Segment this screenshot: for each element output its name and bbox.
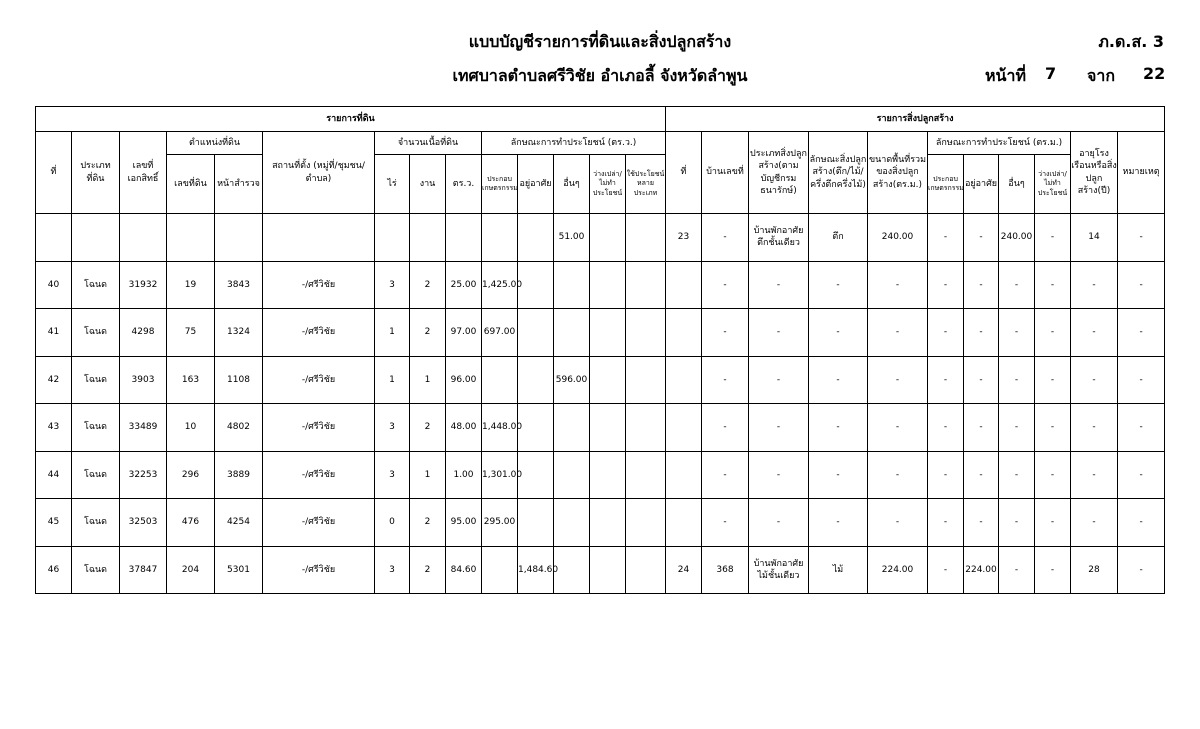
cell-sqwa: 84.60 [446, 546, 482, 594]
cell-address: -/ศรีวิชัย [263, 499, 375, 547]
cell-land-type: โฉนด [72, 499, 120, 547]
page-label: หน้าที่ [985, 66, 1027, 85]
cell-vacant [590, 309, 626, 357]
cell-building-resid: - [964, 404, 999, 452]
document-title: แบบบัญชีรายการที่ดินและสิ่งปลูกสร้าง [468, 32, 732, 51]
cell-parcel-no: 476 [167, 499, 215, 547]
cell-ngan: 1 [410, 356, 446, 404]
cell-building-type: - [749, 451, 809, 499]
cell-mixed [626, 356, 666, 404]
cell-other [554, 261, 590, 309]
cell-building-agri: - [928, 261, 964, 309]
cell-building-age: - [1071, 499, 1118, 547]
land-building-register-table [35, 106, 1165, 594]
cell-building-other: - [999, 499, 1035, 547]
cell-sqwa [446, 214, 482, 262]
col-mixed: ใช้ประโยชน์หลายประเภท [626, 155, 666, 214]
cell-resid: 1,484.60 [518, 546, 554, 594]
cell-parcel-no: 204 [167, 546, 215, 594]
table-row [36, 499, 1165, 547]
cell-building-agri: - [928, 309, 964, 357]
cell-parcel-no: 163 [167, 356, 215, 404]
cell-building-other: - [999, 309, 1035, 357]
cell-building-age: - [1071, 356, 1118, 404]
col-building-vacant: ว่างเปล่า/ไม่ทำประโยชน์ [1035, 155, 1071, 214]
cell-ngan [410, 214, 446, 262]
col-survey-page: หน้าสำรวจ [215, 155, 263, 214]
cell-agri [482, 356, 518, 404]
cell-resid [518, 451, 554, 499]
cell-vacant [590, 261, 626, 309]
col-no: ที่ [36, 132, 72, 214]
cell-agri: 295.00 [482, 499, 518, 547]
cell-building-area: 240.00 [868, 214, 928, 262]
cell-building-other: - [999, 451, 1035, 499]
cell-building-vacant: - [1035, 356, 1071, 404]
cell-survey-page: 1324 [215, 309, 263, 357]
cell-address: -/ศรีวิชัย [263, 356, 375, 404]
cell-survey-page: 1108 [215, 356, 263, 404]
cell-no: 45 [36, 499, 72, 547]
cell-no: 40 [36, 261, 72, 309]
cell-survey-page: 3889 [215, 451, 263, 499]
cell-parcel-no: 296 [167, 451, 215, 499]
document-subtitle: เทศบาลตำบลศรีวิชัย อำเภอลี้ จังหวัดลำพูน [452, 66, 748, 85]
col-ngan: งาน [410, 155, 446, 214]
of-label: จาก [1087, 66, 1116, 85]
cell-survey-page: 5301 [215, 546, 263, 594]
cell-remark: - [1118, 356, 1165, 404]
cell-building-character: ตึก [809, 214, 868, 262]
cell-building-no [666, 261, 702, 309]
cell-building-area: 224.00 [868, 546, 928, 594]
cell-mixed [626, 309, 666, 357]
col-area: จำนวนเนื้อที่ดิน [375, 132, 482, 155]
cell-building-agri: - [928, 499, 964, 547]
cell-building-age: - [1071, 261, 1118, 309]
cell-building-agri: - [928, 451, 964, 499]
col-land-type: ประเภทที่ดิน [72, 132, 120, 214]
cell-building-type: - [749, 261, 809, 309]
cell-agri: 1,301.00 [482, 451, 518, 499]
cell-building-vacant: - [1035, 404, 1071, 452]
cell-house-no: - [702, 451, 749, 499]
cell-land-type: โฉนด [72, 309, 120, 357]
cell-building-resid: - [964, 309, 999, 357]
cell-vacant [590, 404, 626, 452]
cell-building-character: - [809, 309, 868, 357]
col-building-type: ประเภทสิ่งปลูกสร้าง(ตามบัญชีกรมธนารักษ์) [749, 132, 809, 214]
cell-building-resid: - [964, 214, 999, 262]
col-building-area: ขนาดพื้นที่รวมของสิ่งปลูกสร้าง(ตร.ม.) [868, 132, 928, 214]
col-resid: อยู่อาศัย [518, 155, 554, 214]
cell-building-type: - [749, 499, 809, 547]
cell-mixed [626, 546, 666, 594]
cell-building-vacant: - [1035, 261, 1071, 309]
cell-rai: 3 [375, 451, 410, 499]
cell-other [554, 404, 590, 452]
col-sqwa: ตร.ว. [446, 155, 482, 214]
cell-building-vacant: - [1035, 546, 1071, 594]
cell-remark: - [1118, 309, 1165, 357]
cell-address: -/ศรีวิชัย [263, 546, 375, 594]
cell-house-no: 368 [702, 546, 749, 594]
cell-ngan: 1 [410, 451, 446, 499]
cell-building-type: - [749, 356, 809, 404]
cell-building-no [666, 451, 702, 499]
cell-resid [518, 309, 554, 357]
cell-survey-page: 4254 [215, 499, 263, 547]
cell-building-other: - [999, 356, 1035, 404]
cell-remark: - [1118, 499, 1165, 547]
cell-building-resid: - [964, 451, 999, 499]
cell-remark: - [1118, 451, 1165, 499]
cell-parcel-no: 10 [167, 404, 215, 452]
cell-no: 41 [36, 309, 72, 357]
cell-agri: 1,448.00 [482, 404, 518, 452]
col-vacant: ว่างเปล่า/ไม่ทำประโยชน์ [590, 155, 626, 214]
building-section-header: รายการสิ่งปลูกสร้าง [666, 107, 1165, 132]
col-building-other: อื่นๆ [999, 155, 1035, 214]
cell-building-agri: - [928, 546, 964, 594]
cell-remark: - [1118, 214, 1165, 262]
cell-parcel-no [167, 214, 215, 262]
cell-mixed [626, 214, 666, 262]
cell-building-no: 23 [666, 214, 702, 262]
cell-address: -/ศรีวิชัย [263, 451, 375, 499]
cell-other [554, 309, 590, 357]
cell-no: 43 [36, 404, 72, 452]
table-row [36, 356, 1165, 404]
cell-address: -/ศรีวิชัย [263, 404, 375, 452]
cell-mixed [626, 451, 666, 499]
cell-agri: 1,425.00 [482, 261, 518, 309]
cell-survey-page [215, 214, 263, 262]
cell-building-type: บ้านพักอาศัยตึกชั้นเดียว [749, 214, 809, 262]
cell-building-other: - [999, 404, 1035, 452]
total-pages: 22 [1143, 64, 1166, 83]
cell-building-character: - [809, 404, 868, 452]
cell-building-area: - [868, 404, 928, 452]
cell-other: 596.00 [554, 356, 590, 404]
page-number: 7 [1045, 64, 1057, 83]
cell-building-resid: - [964, 499, 999, 547]
cell-other [554, 499, 590, 547]
cell-building-age: - [1071, 451, 1118, 499]
cell-land-type: โฉนด [72, 356, 120, 404]
cell-mixed [626, 404, 666, 452]
cell-rai: 3 [375, 261, 410, 309]
cell-building-area: - [868, 356, 928, 404]
cell-mixed [626, 261, 666, 309]
cell-rai [375, 214, 410, 262]
cell-rai: 0 [375, 499, 410, 547]
cell-agri: 697.00 [482, 309, 518, 357]
cell-building-other: - [999, 261, 1035, 309]
table-row [36, 309, 1165, 357]
form-code: ภ.ด.ส. 3 [1098, 32, 1164, 51]
cell-building-area: - [868, 499, 928, 547]
cell-house-no: - [702, 261, 749, 309]
cell-vacant [590, 546, 626, 594]
cell-building-no [666, 404, 702, 452]
cell-building-no: 24 [666, 546, 702, 594]
cell-building-vacant: - [1035, 499, 1071, 547]
cell-building-agri: - [928, 214, 964, 262]
cell-deed-no: 32253 [120, 451, 167, 499]
cell-parcel-no: 75 [167, 309, 215, 357]
cell-building-age: - [1071, 309, 1118, 357]
cell-building-no [666, 356, 702, 404]
cell-building-age: - [1071, 404, 1118, 452]
cell-building-area: - [868, 309, 928, 357]
col-address: สถานที่ตั้ง (หมู่ที่/ชุมชน/ตำบล) [263, 132, 375, 214]
land-section-header: รายการที่ดิน [36, 107, 666, 132]
cell-survey-page: 4802 [215, 404, 263, 452]
cell-building-vacant: - [1035, 214, 1071, 262]
table-row [36, 546, 1165, 594]
cell-house-no: - [702, 214, 749, 262]
cell-mixed [626, 499, 666, 547]
cell-address [263, 214, 375, 262]
col-remark: หมายเหตุ [1118, 132, 1165, 214]
cell-building-no [666, 309, 702, 357]
cell-no: 44 [36, 451, 72, 499]
cell-sqwa: 96.00 [446, 356, 482, 404]
cell-building-character: - [809, 261, 868, 309]
cell-other [554, 546, 590, 594]
cell-ngan: 2 [410, 546, 446, 594]
cell-remark: - [1118, 404, 1165, 452]
cell-vacant [590, 451, 626, 499]
cell-rai: 1 [375, 309, 410, 357]
cell-vacant [590, 214, 626, 262]
col-agri: ประกอบเกษตรกรรม [482, 155, 518, 214]
cell-address: -/ศรีวิชัย [263, 261, 375, 309]
cell-building-character: ไม้ [809, 546, 868, 594]
cell-ngan: 2 [410, 499, 446, 547]
cell-land-type: โฉนด [72, 546, 120, 594]
cell-other: 51.00 [554, 214, 590, 262]
cell-rai: 3 [375, 404, 410, 452]
cell-building-type: - [749, 309, 809, 357]
cell-deed-no [120, 214, 167, 262]
table-row [36, 214, 1165, 262]
cell-building-no [666, 499, 702, 547]
col-building-age: อายุโรงเรือนหรือสิ่งปลูกสร้าง(ปี) [1071, 132, 1118, 214]
cell-building-type: บ้านพักอาศัยไม้ชั้นเดียว [749, 546, 809, 594]
cell-building-resid: - [964, 356, 999, 404]
cell-building-resid: 224.00 [964, 546, 999, 594]
cell-sqwa: 48.00 [446, 404, 482, 452]
cell-land-type: โฉนด [72, 261, 120, 309]
cell-resid [518, 261, 554, 309]
cell-land-type: โฉนด [72, 451, 120, 499]
cell-land-type [72, 214, 120, 262]
cell-ngan: 2 [410, 309, 446, 357]
cell-deed-no: 31932 [120, 261, 167, 309]
cell-resid [518, 404, 554, 452]
cell-other [554, 451, 590, 499]
cell-deed-no: 3903 [120, 356, 167, 404]
cell-building-character: - [809, 356, 868, 404]
cell-deed-no: 37847 [120, 546, 167, 594]
cell-ngan: 2 [410, 404, 446, 452]
col-other: อื่นๆ [554, 155, 590, 214]
col-building-character: ลักษณะสิ่งปลูกสร้าง(ตึก/ไม้/ครึ่งตึกครึ่งไม้) [809, 132, 868, 214]
cell-parcel-no: 19 [167, 261, 215, 309]
cell-no: 42 [36, 356, 72, 404]
cell-building-other: 240.00 [999, 214, 1035, 262]
col-land-use: ลักษณะการทำประโยชน์ (ตร.ว.) [482, 132, 666, 155]
cell-building-character: - [809, 499, 868, 547]
cell-deed-no: 4298 [120, 309, 167, 357]
cell-resid [518, 499, 554, 547]
col-rai: ไร่ [375, 155, 410, 214]
cell-resid [518, 214, 554, 262]
cell-building-vacant: - [1035, 451, 1071, 499]
cell-building-type: - [749, 404, 809, 452]
cell-rai: 1 [375, 356, 410, 404]
cell-building-character: - [809, 451, 868, 499]
cell-deed-no: 32503 [120, 499, 167, 547]
cell-house-no: - [702, 499, 749, 547]
cell-sqwa: 97.00 [446, 309, 482, 357]
cell-vacant [590, 356, 626, 404]
col-building-use: ลักษณะการทำประโยชน์ (ตร.ม.) [928, 132, 1071, 155]
cell-building-agri: - [928, 404, 964, 452]
col-location: ตำแหน่งที่ดิน [167, 132, 263, 155]
cell-deed-no: 33489 [120, 404, 167, 452]
cell-rai: 3 [375, 546, 410, 594]
cell-land-type: โฉนด [72, 404, 120, 452]
cell-house-no: - [702, 309, 749, 357]
table-row [36, 451, 1165, 499]
col-building-agri: ประกอบเกษตรกรรม [928, 155, 964, 214]
cell-building-area: - [868, 261, 928, 309]
cell-vacant [590, 499, 626, 547]
cell-resid [518, 356, 554, 404]
cell-sqwa: 1.00 [446, 451, 482, 499]
cell-house-no: - [702, 356, 749, 404]
cell-sqwa: 25.00 [446, 261, 482, 309]
col-building-resid: อยู่อาศัย [964, 155, 999, 214]
cell-no [36, 214, 72, 262]
cell-address: -/ศรีวิชัย [263, 309, 375, 357]
col-parcel-no: เลขที่ดิน [167, 155, 215, 214]
cell-house-no: - [702, 404, 749, 452]
col-deed-no: เลขที่เอกสิทธิ์ [120, 132, 167, 214]
cell-building-other: - [999, 546, 1035, 594]
col-house-no: บ้านเลขที่ [702, 132, 749, 214]
cell-building-vacant: - [1035, 309, 1071, 357]
table-row [36, 261, 1165, 309]
cell-no: 46 [36, 546, 72, 594]
cell-building-age: 14 [1071, 214, 1118, 262]
cell-survey-page: 3843 [215, 261, 263, 309]
cell-agri [482, 214, 518, 262]
cell-sqwa: 95.00 [446, 499, 482, 547]
cell-remark: - [1118, 546, 1165, 594]
cell-building-agri: - [928, 356, 964, 404]
col-building-no: ที่ [666, 132, 702, 214]
cell-building-age: 28 [1071, 546, 1118, 594]
table-row [36, 404, 1165, 452]
cell-remark: - [1118, 261, 1165, 309]
cell-ngan: 2 [410, 261, 446, 309]
cell-agri [482, 546, 518, 594]
cell-building-resid: - [964, 261, 999, 309]
cell-building-area: - [868, 451, 928, 499]
